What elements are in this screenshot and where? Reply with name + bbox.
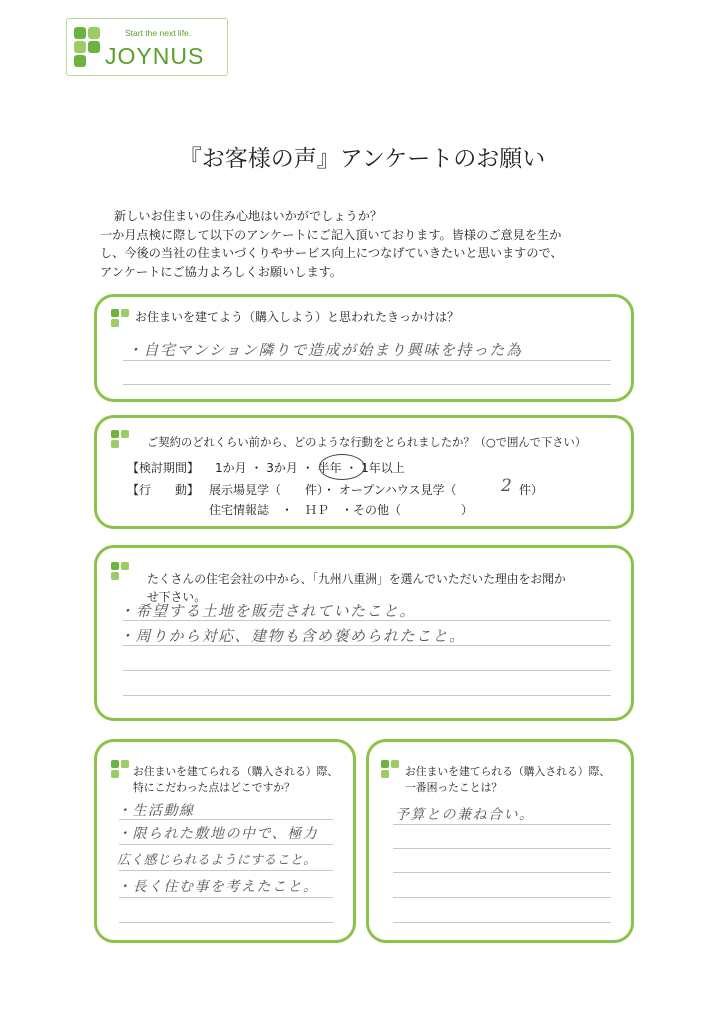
question-text: 一番困ったことは？: [405, 781, 503, 794]
handwritten-answer: ・長く住む事を考えたこと。: [117, 879, 319, 895]
action-label: 【行 動】: [127, 483, 200, 497]
clover-bullet-icon: [111, 430, 129, 448]
answer-line: [123, 360, 611, 361]
question-card-1: [94, 294, 634, 402]
intro-line: アンケートにご協力よろしくお願いします。: [100, 264, 343, 279]
clover-bullet-icon: [111, 760, 129, 778]
company-logo: [66, 18, 228, 76]
answer-line: [119, 870, 333, 871]
answer-line: [393, 872, 611, 873]
question-text: 特にこだわった点はどこですか？: [133, 781, 295, 794]
handwritten-answer: ・生活動線: [117, 803, 195, 819]
selected-period-circle: [319, 454, 365, 480]
answer-line: [123, 620, 611, 621]
clover-logo-icon: [73, 25, 103, 69]
answer-line: [393, 897, 611, 898]
action-line-1-end: 件）: [519, 483, 544, 497]
handwritten-answer: 予算との兼ね合い。: [395, 807, 535, 823]
answer-line: [393, 922, 611, 923]
question-text: せ下さい。: [147, 590, 206, 604]
period-label: 【検討期間】: [127, 461, 200, 475]
question-card-2: [94, 415, 634, 529]
question-card-4: [94, 739, 356, 943]
logo-tagline: Start the next life.: [125, 28, 192, 38]
answer-line: [123, 384, 611, 385]
answer-line: [119, 819, 333, 820]
clover-bullet-icon: [111, 309, 129, 327]
question-card-3: [94, 545, 634, 721]
handwritten-answer: ・希望する土地を販売されていたこと。: [119, 602, 417, 620]
clover-bullet-icon: [111, 562, 129, 580]
answer-line: [123, 645, 611, 646]
handwritten-answer: ・自宅マンション隣りで造成が始まり興味を持った為: [127, 341, 523, 359]
clover-bullet-icon: [381, 760, 399, 778]
question-text: お住まいを建てられる（購入される）際、: [133, 765, 339, 778]
answer-line: [123, 670, 611, 671]
answer-line: [119, 844, 333, 845]
intro-line: 一か月点検に際して以下のアンケートにご記入頂いております。皆様のご意見を生か: [100, 227, 562, 242]
intro-line: し、今後の当社の住まいづくりやサービス向上につなげていきたいと思いますので、: [100, 246, 563, 260]
handwritten-answer: ・限られた敷地の中で、極力: [117, 826, 319, 842]
intro-line: 新しいお住まいの住み心地はいかがでしょうか？: [114, 209, 383, 223]
intro-text: [100, 207, 660, 281]
answer-line: [123, 695, 611, 696]
answer-line: [393, 824, 611, 825]
question-text: お住まいを建てよう（購入しよう）と思われたきっかけは？: [135, 310, 460, 324]
question-card-5: [366, 739, 634, 943]
logo-brand: JOYNUS: [105, 43, 205, 69]
question-text: お住まいを建てられる（購入される）際、: [405, 765, 611, 778]
question-text: たくさんの住宅会社の中から、「九州八重洲」を選んでいただいた理由をお聞か: [147, 572, 566, 586]
answer-line: [393, 848, 611, 849]
handwritten-answer: ・周りから対応、建物も含め褒められたこと。: [119, 627, 466, 645]
question-text: ご契約のどれくらい前から、どのような行動をとられましたか？（○で囲んで下さい）: [147, 436, 587, 449]
openhouse-count: 2: [501, 476, 514, 496]
action-line-1: 展示場見学（ 件）・ オープンハウス見学（: [209, 483, 457, 497]
period-options: 1か月 ・ 3か月 ・ 半年 ・ 1年以上: [215, 461, 405, 475]
action-line-2: 住宅情報誌 ・ ＨＰ ・その他（ ）: [209, 503, 474, 517]
page-title: 『お客様の声』アンケートのお願い: [178, 146, 546, 172]
answer-line: [119, 897, 333, 898]
answer-line: [119, 922, 333, 923]
handwritten-answer: 広く感じられるようにすること。: [117, 853, 317, 868]
